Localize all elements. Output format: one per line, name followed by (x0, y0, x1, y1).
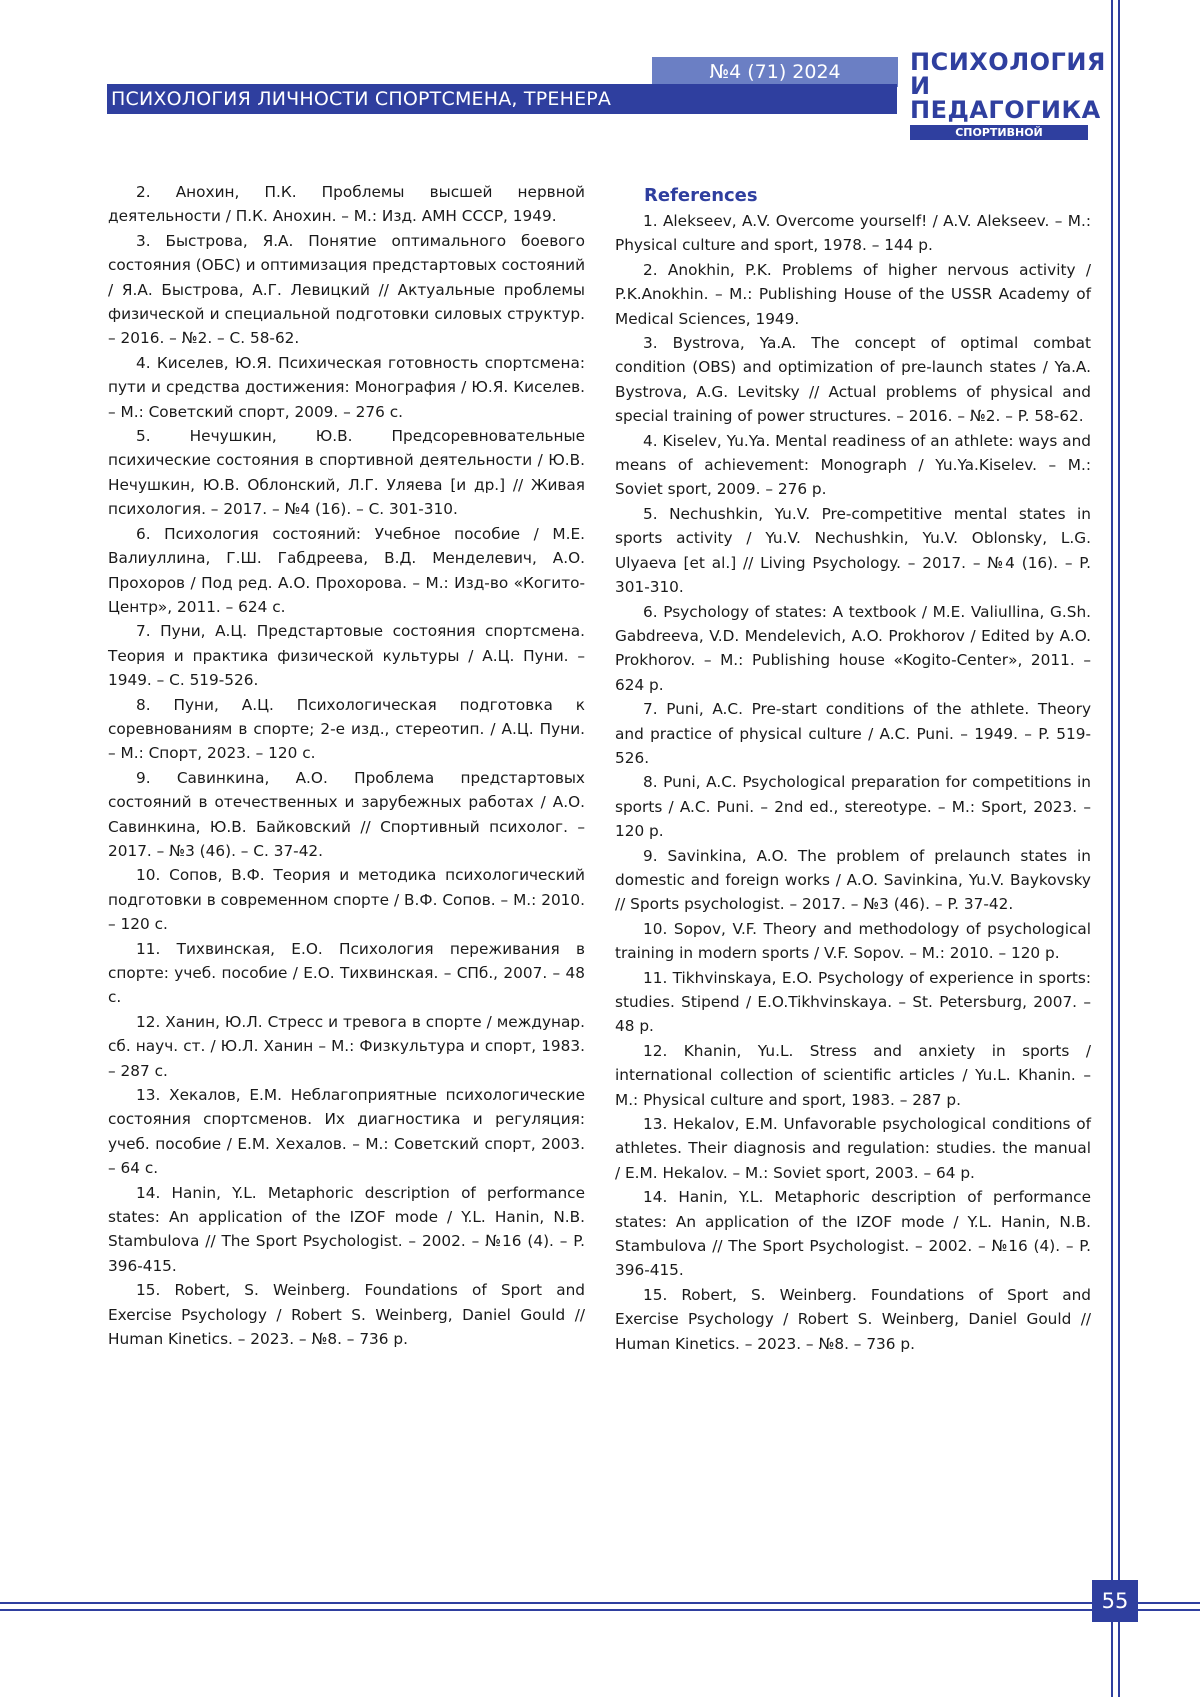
reference-item: 12. Khanin, Yu.L. Stress and anxiety in sports / international collection of scientific articles / Yu.L. Khanin. – M.: Physical culture and sport, 1983. – 287 p. (615, 1041, 1091, 1109)
section-title: ПСИХОЛОГИЯ ЛИЧНОСТИ СПОРТСМЕНА, ТРЕНЕРА (107, 84, 897, 114)
frame-line-horizontal-1 (0, 1602, 1200, 1604)
reference-item: 1. Alekseev, A.V. Overcome yourself! / A.V. Alekseev. – M.: Physical culture and sport, 1978. – 144 p. (615, 212, 1091, 255)
reference-item: 8. Puni, A.C. Psychological preparation for competitions in sports / A.C. Puni. – 2nd ed., stereotype. – M.: Sport, 2023. – 120 p. (615, 773, 1091, 841)
reference-item: 11. Tikhvinskaya, E.O. Psychology of experience in sports: studies. Stipend / E.O.Tikhvinskaya. – St. Petersburg, 2007. – 48 p. (615, 968, 1091, 1036)
reference-item: 15. Robert, S. Weinberg. Foundations of Sport and Exercise Psychology / Robert S. Weinberg, Daniel Gould // Human Kinetics. – 2023. – №8. – 736 p. (615, 1285, 1091, 1353)
logo-line-3: СПОРТИВНОЙ ДЕЯТЕЛЬНОСТИ (910, 125, 1088, 140)
reference-item: 12. Ханин, Ю.Л. Стресс и тревога в спорте / междунар. сб. науч. ст. / Ю.Л. Ханин – М.: Физкультура и спорт, 1983. – 287 с. (108, 1012, 585, 1080)
reference-item: 8. Пуни, А.Ц. Психологическая подготовка к соревнованиям в спорте; 2-е изд., стереотип. / А.Ц. Пуни. – М.: Спорт, 2023. – 120 с. (108, 695, 585, 763)
frame-line-vertical-2 (1118, 0, 1120, 1697)
journal-logo (910, 48, 1106, 154)
reference-item: 10. Сопов, В.Ф. Теория и методика психологический подготовки в современном спорте / В.Ф. Сопов. – М.: 2010. – 120 с. (108, 866, 585, 934)
reference-item: 10. Sopov, V.F. Theory and methodology of psychological training in modern sports / V.F. Sopov. – M.: 2010. – 120 p. (615, 919, 1091, 963)
reference-item: 14. Hanin, Y.L. Metaphoric description of performance states: An application of the IZOF mode / Y.L. Hanin, N.B. Stambulova // The Sport Psychologist. – 2002. – №16 (4). – P. 396-415. (615, 1188, 1091, 1280)
reference-item: 5. Нечушкин, Ю.В. Предсоревновательные психические состояния в спортивной деятельности / Ю.В. Нечушкин, Ю.В. Облонский, Л.Г. Уляева [и др.] // Живая психология. – 2017. – №4 (16). – С. 301-310. (108, 427, 585, 519)
reference-item: 3. Быстрова, Я.А. Понятие оптимального боевого состояния (ОБС) и оптимизация предстартовых состояний / Я.А. Быстрова, А.Г. Левицкий // Актуальные проблемы физической и специальной подготовки силовых структур. – 2016. – №2. – С. 58-62. (108, 231, 586, 348)
page-number: 55 (1092, 1580, 1138, 1622)
issue-number: №4 (71) 2024 (652, 57, 898, 87)
reference-item: 7. Пуни, А.Ц. Предстартовые состояния спортсмена. Теория и практика физической культуры / А.Ц. Пуни. – 1949. – С. 519-526. (108, 622, 585, 690)
reference-item: 2. Anokhin, P.K. Problems of higher nervous activity / P.K.Anokhin. – M.: Publishing House of the USSR Academy of Medical Sciences, 1949. (615, 260, 1091, 328)
reference-item: 13. Хекалов, Е.М. Неблагоприятные психологические состояния спортсменов. Их диагностика и регуляция: учеб. пособие / Е.М. Хехалов. – М.: Советский спорт, 2003. – 64 с. (108, 1086, 585, 1178)
reference-item: 7. Puni, A.C. Pre-start conditions of the athlete. Theory and practice of physical culture / A.C. Puni. – 1949. – P. 519-526. (615, 700, 1091, 767)
references-heading: References (644, 185, 758, 206)
logo-line-2: И ПЕДАГОГИКА (910, 72, 1101, 124)
reference-item: 5. Nechushkin, Yu.V. Pre-competitive mental states in sports activity / Yu.V. Nechushkin, Yu.V. Oblonsky, L.G. Ulyaeva [et al.] // Living Psychology. – 2017. – №4 (16). – P. 301-310. (615, 504, 1091, 597)
references-russian (108, 180, 585, 1352)
logo-line-1: ПСИХОЛОГИЯ (910, 48, 1106, 76)
reference-item: 6. Psychology of states: A textbook / M.E. Valiullina, G.Sh. Gabdreeva, V.D. Mendelevich, A.O. Prokhorov / Edited by A.O. Prokhorov. – M.: Publishing house «Kogito-Center», 2011. – 624 p. (615, 602, 1091, 694)
references-english (615, 184, 1091, 1356)
frame-line-vertical-1 (1111, 0, 1113, 1697)
reference-item: 13. Hekalov, E.M. Unfavorable psychological conditions of athletes. Their diagnosis and regulation: studies. the manual / E.M. Hekalov. – M.: Soviet sport, 2003. – 64 p. (615, 1115, 1091, 1182)
reference-item: 14. Hanin, Y.L. Metaphoric description of performance states: An application of the IZOF mode / Y.L. Hanin, N.B. Stambulova // The Sport Psychologist. – 2002. – №16 (4). – P. 396-415. (108, 1183, 585, 1275)
reference-item: 4. Киселев, Ю.Я. Психическая готовность спортсмена: пути и средства достижения: Монография / Ю.Я. Киселев. – М.: Советский спорт, 2009. – 276 с. (108, 353, 585, 421)
reference-item: 11. Тихвинская, Е.О. Психология переживания в спорте: учеб. пособие / Е.О. Тихвинская. – СПб., 2007. – 48 с. (108, 939, 585, 1007)
reference-item: 4. Kiselev, Yu.Ya. Mental readiness of an athlete: ways and means of achievement: Monograph / Yu.Ya.Kiselev. – M.: Soviet sport, 2009. – 276 p. (615, 431, 1091, 499)
reference-item: 3. Bystrova, Ya.A. The concept of optimal combat condition (OBS) and optimization of pre-launch states / Ya.A. Bystrova, A.G. Levitsky // Actual problems of physical and special training of power structures. – 2016. – №2. – P. 58-62. (615, 334, 1091, 426)
reference-item: 15. Robert, S. Weinberg. Foundations of Sport and Exercise Psychology / Robert S. Weinberg, Daniel Gould // Human Kinetics. – 2023. – №8. – 736 p. (108, 1281, 585, 1349)
reference-item: 6. Психология состояний: Учебное пособие / М.Е. Валиуллина, Г.Ш. Габдреева, В.Д. Менделевич, А.О. Прохоров / Под ред. А.О. Прохорова. – М.: Изд-во «Когито-Центр», 2011. – 624 с. (108, 524, 585, 616)
reference-item: 2. Анохин, П.К. Проблемы высшей нервной деятельности / П.К. Анохин. – М.: Изд. АМН СССР, 1949. (108, 183, 585, 226)
reference-item: 9. Savinkina, A.O. The problem of prelaunch states in domestic and foreign works / A.O. Savinkina, Yu.V. Baykovsky // Sports psychologist. – 2017. – №3 (46). – P. 37-42. (615, 846, 1091, 914)
frame-line-horizontal-2 (0, 1609, 1200, 1611)
reference-item: 9. Савинкина, А.О. Проблема предстартовых состояний в отечественных и зарубежных работах / А.О. Савинкина, Ю.В. Байковский // Спортивный психолог. – 2017. – №3 (46). – С. 37-42. (108, 768, 585, 860)
